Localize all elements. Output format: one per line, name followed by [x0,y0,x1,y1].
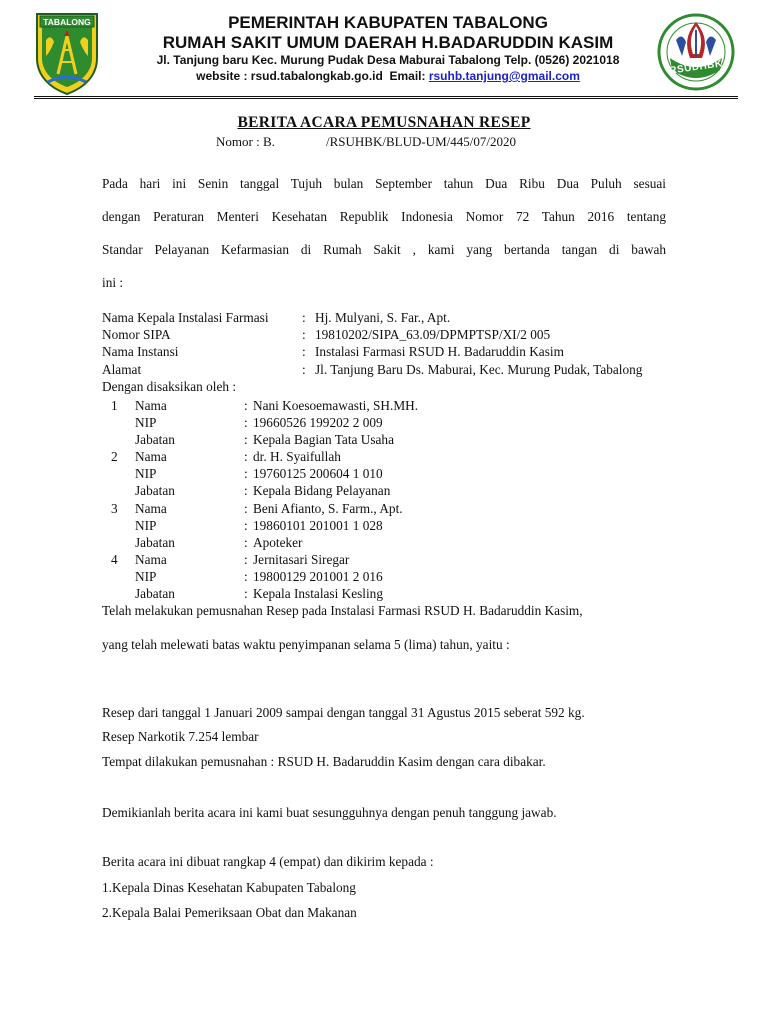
header-address: Jl. Tanjung baru Kec. Murung Pudak Desa Maburai Tabalong Telp. (0526) 2021018 [156,53,620,67]
opening-line: Pada hari ini Senin tanggal Tujuh bulan September tahun Dua Ribu Dua Puluh sesuai [102,176,666,191]
header-line-2: RUMAH SAKIT UMUM DAERAH H.BADARUDDIN KASIM [162,33,614,52]
detail-line: Tempat dilakukan pemusnahan : RSUD H. Badaruddin Kasim dengan cara dibakar. [102,754,546,769]
nomor-label: Nomor : B. [216,134,275,149]
witness-nama: dr. H. Syaifullah [253,449,341,464]
witness-number: 1 [111,398,118,413]
field-label-nip: NIP [135,569,157,584]
witness-jabatan: Apoteker [253,535,303,550]
official-label: Nama Kepala Instalasi Farmasi [102,310,269,325]
distribution-intro: Berita acara ini dibuat rangkap 4 (empat) dan dikirim kepada : [102,854,434,869]
witness-intro: Dengan disaksikan oleh : [102,379,237,394]
field-label-nama: Nama [135,449,167,464]
witness-nama: Jernitasari Siregar [253,552,350,567]
field-sep: : [244,586,248,601]
nomor-value: /RSUHBK/BLUD-UM/445/07/2020 [326,134,516,149]
field-sep: : [244,466,248,481]
logo-rsudhbk-text: RSUDHBK [668,58,724,77]
header-website [120,69,656,83]
official-sep: : [302,344,306,359]
witness-number: 2 [111,449,118,464]
official-sep: : [302,310,306,325]
field-sep: : [244,501,248,516]
kop-surat [0,0,768,100]
email-link[interactable]: rsuhb.tanjung@gmail.com [428,69,580,83]
field-sep: : [244,432,248,447]
field-label-nip: NIP [135,518,157,533]
witness-number: 3 [111,501,118,516]
official-value: Hj. Mulyani, S. Far., Apt. [315,310,451,325]
field-label-nama: Nama [135,552,167,567]
official-label: Nama Instansi [102,344,179,359]
header-website-text: website : rsud.tabalongkab.go.id Email: [196,69,429,83]
header-line-1: PEMERINTAH KABUPATEN TABALONG [228,13,548,32]
distribution-item: 1.Kepala Dinas Kesehatan Kabupaten Tabalong [102,880,356,895]
distribution-item: 2.Kepala Balai Pemeriksaan Obat dan Makanan [102,905,357,920]
field-label-jabatan: Jabatan [135,535,175,550]
detail-line: Resep Narkotik 7.254 lembar [102,729,259,744]
rsudhbk-logo [656,12,736,94]
document-title: BERITA ACARA PEMUSNAHAN RESEP [237,114,531,131]
official-sep: : [302,327,306,342]
field-label-nama: Nama [135,398,167,413]
witness-nama: Beni Afianto, S. Farm., Apt. [253,501,403,516]
field-sep: : [244,398,248,413]
official-label: Nomor SIPA [102,327,171,342]
official-value: Jl. Tanjung Baru Ds. Maburai, Kec. Murung Pudak, Tabalong [315,362,643,377]
field-label-jabatan: Jabatan [135,432,175,447]
witness-nip: 19660526 199202 2 009 [253,415,383,430]
closing-statement: Demikianlah berita acara ini kami buat sesungguhnya dengan penuh tanggung jawab. [102,805,557,820]
kop-divider [34,96,738,99]
field-sep: : [244,535,248,550]
witness-number: 4 [111,552,118,567]
field-sep: : [244,552,248,567]
field-sep: : [244,518,248,533]
field-label-nama: Nama [135,501,167,516]
field-sep: : [244,415,248,430]
tabalong-logo [34,12,100,96]
field-label-nip: NIP [135,466,157,481]
hospital-emblem-icon [656,12,736,94]
logo-tabalong-text: TABALONG [43,17,91,27]
opening-line: dengan Peraturan Menteri Kesehatan Republik Indonesia Nomor 72 Tahun 2016 tentang [102,209,666,224]
witness-nama: Nani Koesoemawasti, SH.MH. [253,398,419,413]
field-sep: : [244,483,248,498]
action-line: yang telah melewati batas waktu penyimpanan selama 5 (lima) tahun, yaitu : [102,637,510,652]
witness-jabatan: Kepala Bagian Tata Usaha [253,432,394,447]
witness-nip: 19760125 200604 1 010 [253,466,383,481]
witness-jabatan: Kepala Bidang Pelayanan [253,483,391,498]
official-sep: : [302,362,306,377]
witness-nip: 19860101 201001 1 028 [253,518,383,533]
field-label-jabatan: Jabatan [135,586,175,601]
witness-nip: 19800129 201001 2 016 [253,569,383,584]
field-sep: : [244,569,248,584]
opening-line: Standar Pelayanan Kefarmasian di Rumah Sakit , kami yang bertanda tangan di bawah [102,242,666,257]
field-sep: : [244,449,248,464]
field-label-jabatan: Jabatan [135,483,175,498]
official-label: Alamat [102,362,142,377]
field-label-nip: NIP [135,415,157,430]
official-value: Instalasi Farmasi RSUD H. Badaruddin Kasim [315,344,564,359]
detail-line: Resep dari tanggal 1 Januari 2009 sampai dengan tanggal 31 Agustus 2015 seberat 592 kg. [102,705,585,720]
official-value: 19810202/SIPA_63.09/DPMPTSP/XI/2 005 [315,327,551,342]
action-line: Telah melakukan pemusnahan Resep pada Instalasi Farmasi RSUD H. Badaruddin Kasim, [102,603,583,618]
opening-line: ini : [102,275,124,290]
witness-jabatan: Kepala Instalasi Kesling [253,586,383,601]
